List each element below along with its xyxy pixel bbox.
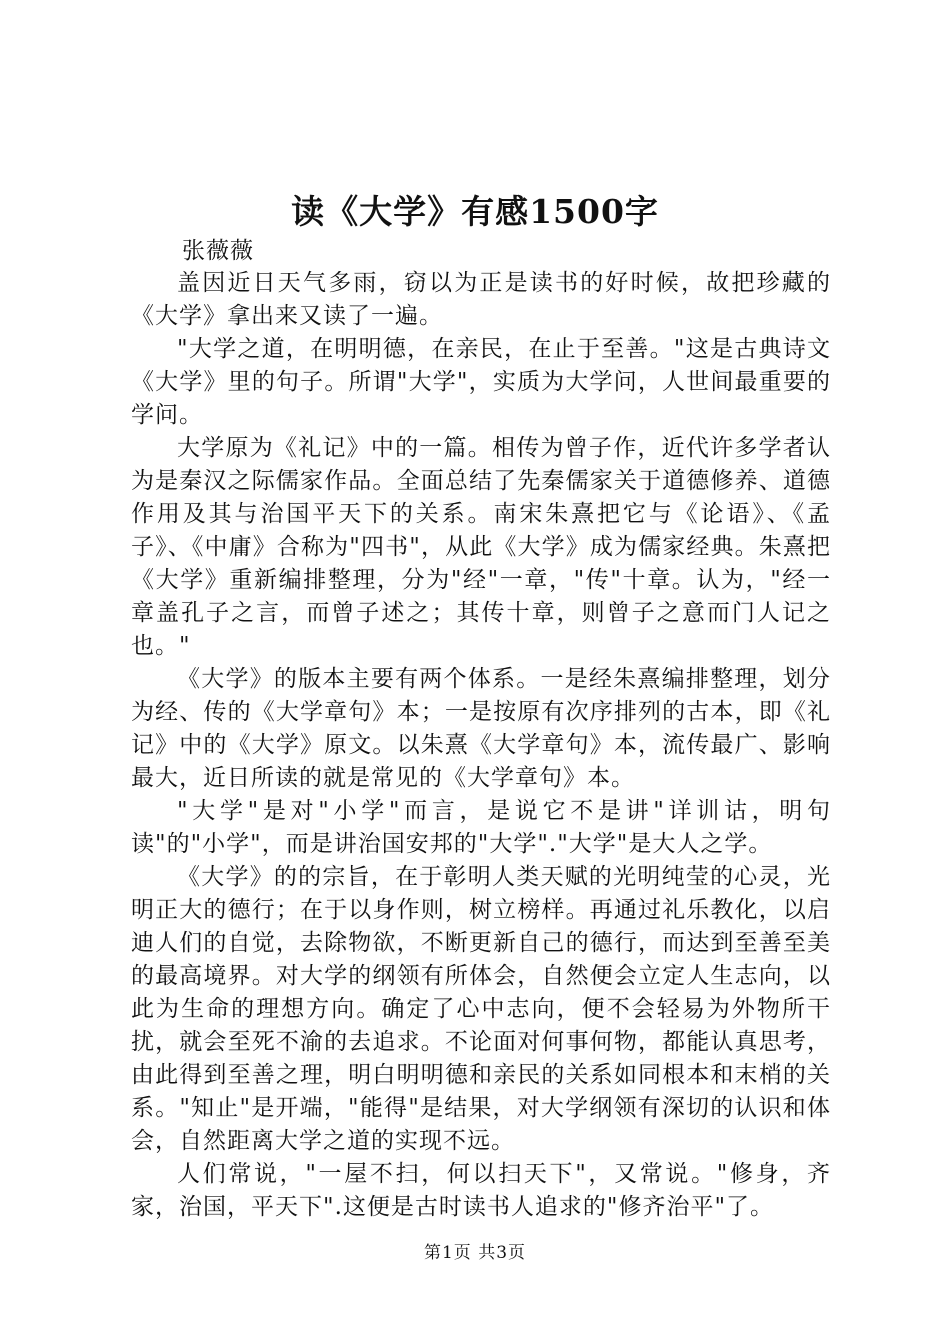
- paragraph: 大学原为《礼记》中的一篇。相传为曾子作，近代许多学者认为是秦汉之际儒家作品。全面总结了先秦儒家关于道德修养、道德作用及其与治国平天下的关系。南宋朱熹把它与《论语》、《孟子》、《中庸》合称为"四书"，从此《大学》成为儒家经典。朱熹把《大学》重新编排整理，分为"经"一章，"传"十章。认为，"经一章盖孔子之言，而曾子述之；其传十章，则曾子之意而门人记之也。": [131, 435, 831, 659]
- paragraph: 《大学》的的宗旨，在于彰明人类天赋的光明纯莹的心灵，光明正大的德行；在于以身作则，树立榜样。再通过礼乐教化，以启迪人们的自觉，去除物欲，不断更新自己的德行，而达到至善至美的最高境界。对大学的纲领有所体会，自然便会立定人生志向，以此为生命的理想方向。确定了心中志向，便不会轻易为外物所干扰，就会至死不渝的去追求。不论面对何事何物，都能认真思考，由此得到至善之理，明白明明德和亲民的关系如同根本和末梢的关系。"知止"是开端，"能得"是结果，对大学纲领有深切的认识和体会，自然距离大学之道的实现不远。: [131, 864, 831, 1154]
- paragraph: "大学"是对"小学"而言，是说它不是讲"详训诂，明句读"的"小学"，而是讲治国安邦的"大学"."大学"是大人之学。: [131, 798, 831, 857]
- author-name: 张薇薇: [182, 238, 254, 264]
- paragraph: "大学之道，在明明德，在亲民，在止于至善。"这是古典诗文《大学》里的句子。所谓"大学"，实质为大学问，人世间最重要的学问。: [131, 336, 831, 428]
- document-body: [131, 267, 831, 1224]
- page-footer: 第1页 共3页: [423, 1243, 527, 1263]
- paragraph: 盖因近日天气多雨，窃以为正是读书的好时候，故把珍藏的《大学》拿出来又读了一遍。: [131, 270, 831, 329]
- document-title: 读《大学》有感1500字: [291, 192, 659, 231]
- paragraph: 人们常说，"一屋不扫，何以扫天下"，又常说。"修身，齐家，治国，平天下".这便是古时读书人追求的"修齐治平"了。: [131, 1161, 831, 1220]
- paragraph: 《大学》的版本主要有两个体系。一是经朱熹编排整理，划分为经、传的《大学章句》本；一是按原有次序排列的古本，即《礼记》中的《大学》原文。以朱熹《大学章句》本，流传最广、影响最大，近日所读的就是常见的《大学章句》本。: [131, 666, 831, 791]
